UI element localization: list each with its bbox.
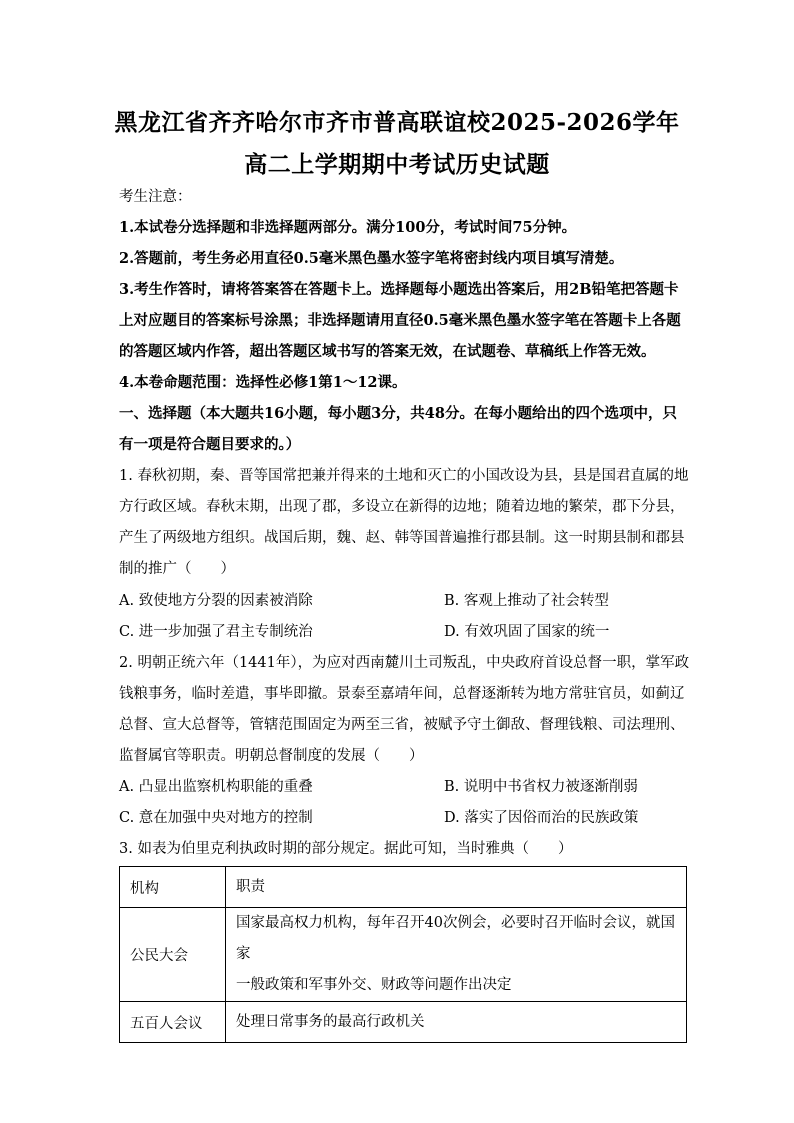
table-header-row [120, 867, 687, 908]
duty-line: 处理日常事务的最高行政机关 [236, 1013, 425, 1030]
question-1-text: 制的推广（ ） [119, 561, 235, 577]
q1-option-d: D. 有效巩固了国家的统一 [444, 624, 610, 640]
section-heading-cont: 有一项是符合题目要求的。） [119, 436, 301, 453]
q1-option-b: B. 客观上推动了社会转型 [444, 593, 609, 609]
table-row [120, 908, 687, 1002]
table-cell-duty [226, 1002, 687, 1043]
question-2-text: 2. 明朝正统六年（1441年），为应对西南麓川土司叛乱，中央政府首设总督一职，掌军政 [119, 655, 690, 671]
table-cell-org: 五百人会议 [120, 1002, 226, 1043]
q1-option-c: C. 进一步加强了君主专制统治 [119, 624, 313, 640]
notice-4: 4.本卷命题范围：选择性必修1第1～12课。 [119, 374, 407, 391]
q1-option-a: A. 致使地方分裂的因素被消除 [119, 593, 313, 609]
q2-option-c: C. 意在加强中央对地方的控制 [119, 810, 313, 826]
notice-1: 1.本试卷分选择题和非选择题两部分。满分100分，考试时间75分钟。 [119, 219, 577, 236]
notice-3: 3.考生作答时，请将答案答在答题卡上。选择题每小题选出答案后，用2B铅笔把答题卡 [119, 281, 679, 298]
table-header-duty: 职责 [226, 867, 687, 908]
question-1-text: 方行政区域。春秋末期，出现了郡，多设立在新得的边地；随着边地的繁荣，郡下分县， [119, 499, 685, 515]
question-2-text: 监督属官等职责。明朝总督制度的发展（ ） [119, 748, 424, 764]
question-1-text: 产生了两级地方组织。战国后期，魏、赵、韩等国普遍推行郡县制。这一时期县制和郡县 [119, 530, 685, 546]
exam-title-line2: 高二上学期期中考试历史试题 [244, 151, 550, 178]
question-2-text: 总督、宣大总督等，管辖范围固定为两至三省，被赋予守土御敌、督理钱粮、司法理刑、 [119, 717, 685, 733]
notice-2: 2.答题前，考生务必用直径0.5毫米黑色墨水签字笔将密封线内项目填写清楚。 [119, 250, 624, 267]
exam-title-line1: 黑龙江省齐齐哈尔市齐市普高联谊校2025-2026学年 [114, 109, 680, 136]
duty-line: 国家最高权力机构，每年召开40次例会，必要时召开临时会议，就国家 [236, 915, 675, 962]
notice-3-cont-1: 上对应题目的答案标号涂黑；非选择题请用直径0.5毫米黑色墨水签字笔在答题卡上各题 [119, 312, 681, 329]
table-header-org: 机构 [120, 867, 226, 908]
q3-table [119, 866, 687, 1043]
table-cell-duty [226, 908, 687, 1002]
section-heading: 一、选择题（本大题共16小题，每小题3分，共48分。在每小题给出的四个选项中，只 [119, 405, 677, 422]
question-3-text: 3. 如表为伯里克利执政时期的部分规定。据此可知，当时雅典（ ） [119, 841, 573, 857]
q2-option-a: A. 凸显出监察机构职能的重叠 [119, 779, 313, 795]
question-2-text: 钱粮事务，临时差遣，事毕即撤。景泰至嘉靖年间，总督逐渐转为地方常驻官员，如蓟辽 [119, 686, 685, 702]
notice-3-cont-2: 的答题区域内作答，超出答题区域书写的答案无效，在试题卷、草稿纸上作答无效。 [119, 343, 656, 360]
q2-option-d: D. 落实了因俗而治的民族政策 [444, 810, 639, 826]
duty-line: 一般政策和军事外交、财政等问题作出决定 [236, 977, 512, 993]
question-1-text: 1. 春秋初期，秦、晋等国常把兼并得来的土地和灭亡的小国改设为县，县是国君直属的地 [119, 468, 689, 484]
q2-option-b: B. 说明中书省权力被逐渐削弱 [444, 779, 638, 795]
table-cell-org: 公民大会 [120, 908, 226, 1002]
table-row [120, 1002, 687, 1043]
notice-header: 考生注意： [119, 189, 192, 205]
